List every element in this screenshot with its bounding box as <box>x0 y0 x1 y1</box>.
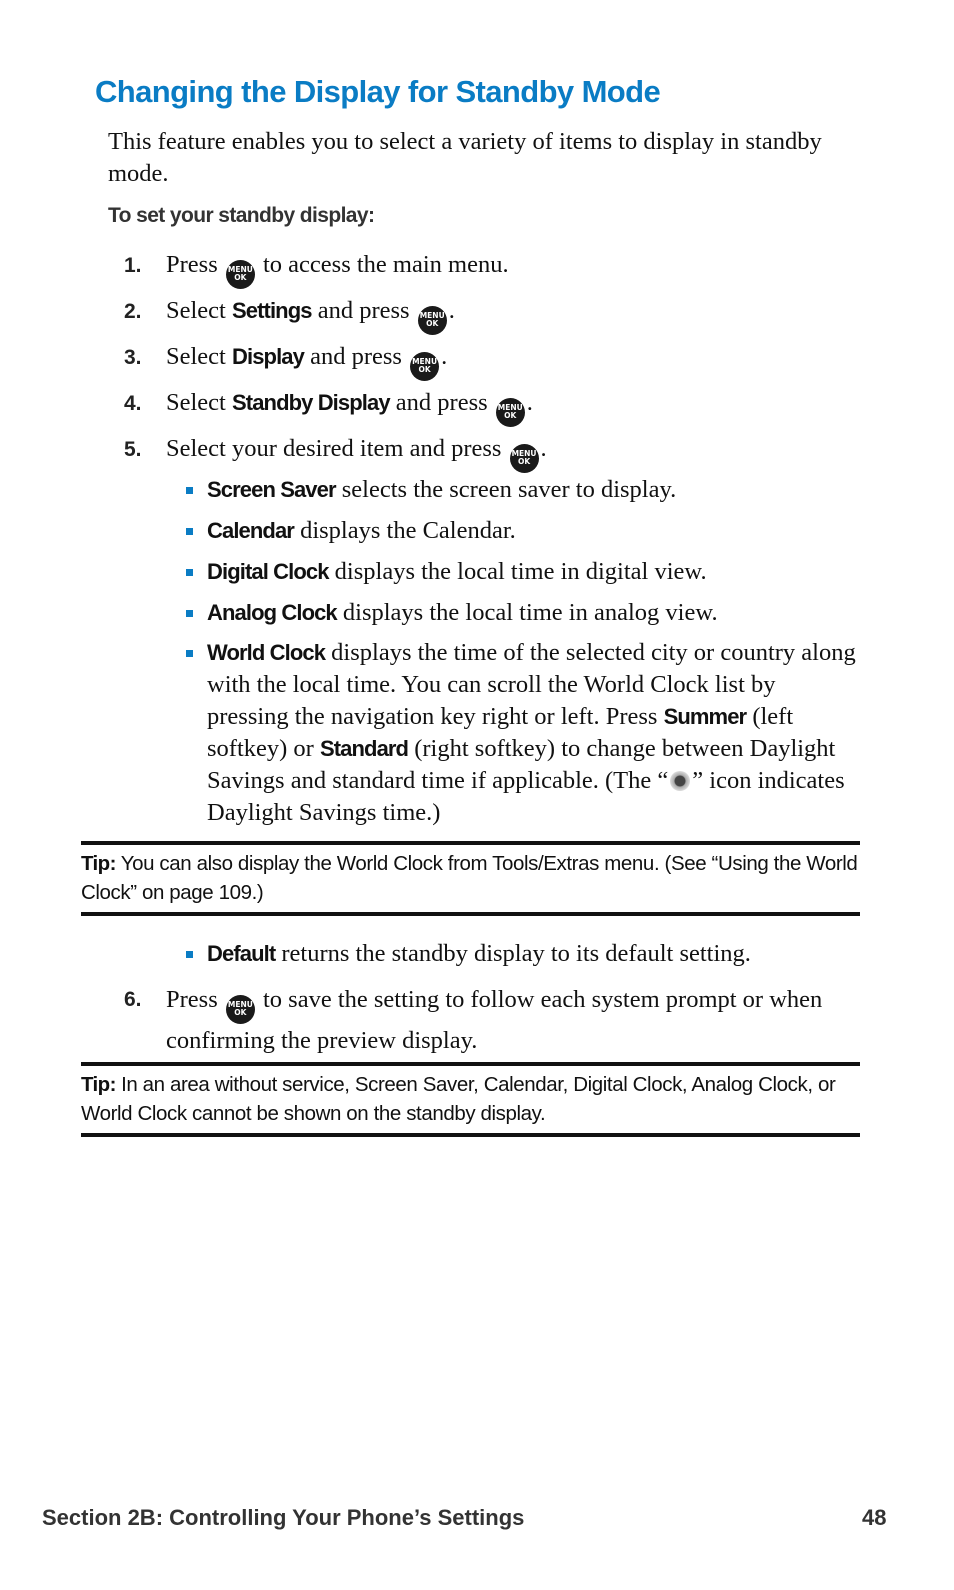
option-screen-saver <box>186 474 858 506</box>
page-number: 48 <box>862 1505 887 1530</box>
step-number: 3. <box>124 346 142 369</box>
menu-item-name: Settings <box>232 298 312 323</box>
tip-text: You can also display the World Clock from Tools/Extras menu. (See “Using the World Clock” on page 109.) <box>81 852 858 904</box>
option-description: displays the time of the selected city or country along with the local time. You can scroll the World Clock list by pressing the navigation key right or left. Press <box>207 639 856 730</box>
step-1 <box>124 248 509 289</box>
softkey-name: Summer <box>663 704 747 729</box>
bullet-marker <box>186 650 193 657</box>
step-text: to access the main menu. <box>262 251 509 278</box>
step-text: Select <box>166 389 226 416</box>
option-description: displays the local time in analog view. <box>342 599 718 626</box>
step-number: 2. <box>124 300 142 323</box>
page-title: Changing the Display for Standby Mode <box>95 74 661 109</box>
step-text: Select <box>166 343 226 370</box>
step-text: and press <box>395 389 488 416</box>
step-3: 3. Select Display and press MENU OK . <box>124 340 447 381</box>
option-name: Default <box>207 941 276 966</box>
softkey-name: Standard <box>319 736 409 761</box>
option-name: World Clock <box>207 640 326 665</box>
menu-ok-key-icon: MENU OK <box>496 398 525 427</box>
step-text: and press <box>310 343 402 370</box>
footer-section-title: Section 2B: Controlling Your Phone’s Settings <box>42 1505 525 1530</box>
step-number: 1. <box>124 254 142 277</box>
tip-text: In an area without service, Screen Saver, Calendar, Digital Clock, Analog Clock, or World Clock cannot be shown on the standby display. <box>81 1073 836 1125</box>
step-5: 5. Select your desired item and press MENU OK . <box>124 432 547 473</box>
step-text: and press <box>317 297 410 324</box>
bullet-marker <box>186 487 193 494</box>
option-name: Screen Saver <box>207 477 336 502</box>
option-analog-clock <box>186 597 858 629</box>
menu-ok-key-icon: MENU OK <box>418 306 447 335</box>
bullet-marker <box>186 610 193 617</box>
step-text: to save the setting to follow each system prompt or when confirming the preview display. <box>166 986 823 1054</box>
step-4: 4. Select Standby Display and press MENU OK . <box>124 386 533 427</box>
step-2: 2. Select Settings and press MENU OK . <box>124 294 455 335</box>
menu-ok-key-icon: MENU OK <box>226 995 255 1024</box>
tip-box <box>81 1062 860 1137</box>
step-text: Press <box>166 986 218 1013</box>
menu-ok-key-icon: MENU OK <box>510 444 539 473</box>
step-text: Press <box>166 251 218 278</box>
daylight-savings-icon <box>670 771 690 791</box>
procedure-heading: To set your standby display: <box>108 204 375 227</box>
intro-paragraph: This feature enables you to select a variety of items to display in standby mode. <box>108 128 822 187</box>
menu-ok-key-icon: MENU OK <box>410 352 439 381</box>
option-calendar <box>186 515 858 547</box>
option-digital-clock <box>186 556 858 588</box>
option-default <box>186 938 858 970</box>
menu-item-name: Display <box>232 344 304 369</box>
option-world-clock <box>186 637 858 829</box>
menu-ok-key-icon: MENU OK <box>226 260 255 289</box>
option-name: Digital Clock <box>207 559 329 584</box>
step-text: Select your desired item and press <box>166 435 502 462</box>
bullet-marker <box>186 951 193 958</box>
option-description: returns the standby display to its default setting. <box>281 940 751 967</box>
tip-label: Tip: <box>81 852 116 875</box>
tip-box <box>81 841 860 916</box>
menu-item-name: Standby Display <box>232 390 390 415</box>
step-number: 6. <box>124 988 142 1011</box>
step-number: 5. <box>124 438 142 461</box>
option-description: (left softkey) or <box>207 703 794 762</box>
step-text: Select <box>166 297 226 324</box>
option-name: Calendar <box>207 518 294 543</box>
step-number: 4. <box>124 392 142 415</box>
option-description: displays the Calendar. <box>300 517 516 544</box>
option-name: Analog Clock <box>207 600 337 625</box>
option-description: ” icon indicates Daylight Savings time.) <box>207 767 845 826</box>
step-6 <box>124 983 824 1057</box>
tip-label: Tip: <box>81 1073 116 1096</box>
bullet-marker <box>186 569 193 576</box>
option-description: displays the local time in digital view. <box>334 558 707 585</box>
bullet-marker <box>186 528 193 535</box>
option-description: selects the screen saver to display. <box>341 476 677 503</box>
option-description: (right softkey) to change between Daylight Savings and standard time if applicable. (The “ <box>207 735 836 794</box>
